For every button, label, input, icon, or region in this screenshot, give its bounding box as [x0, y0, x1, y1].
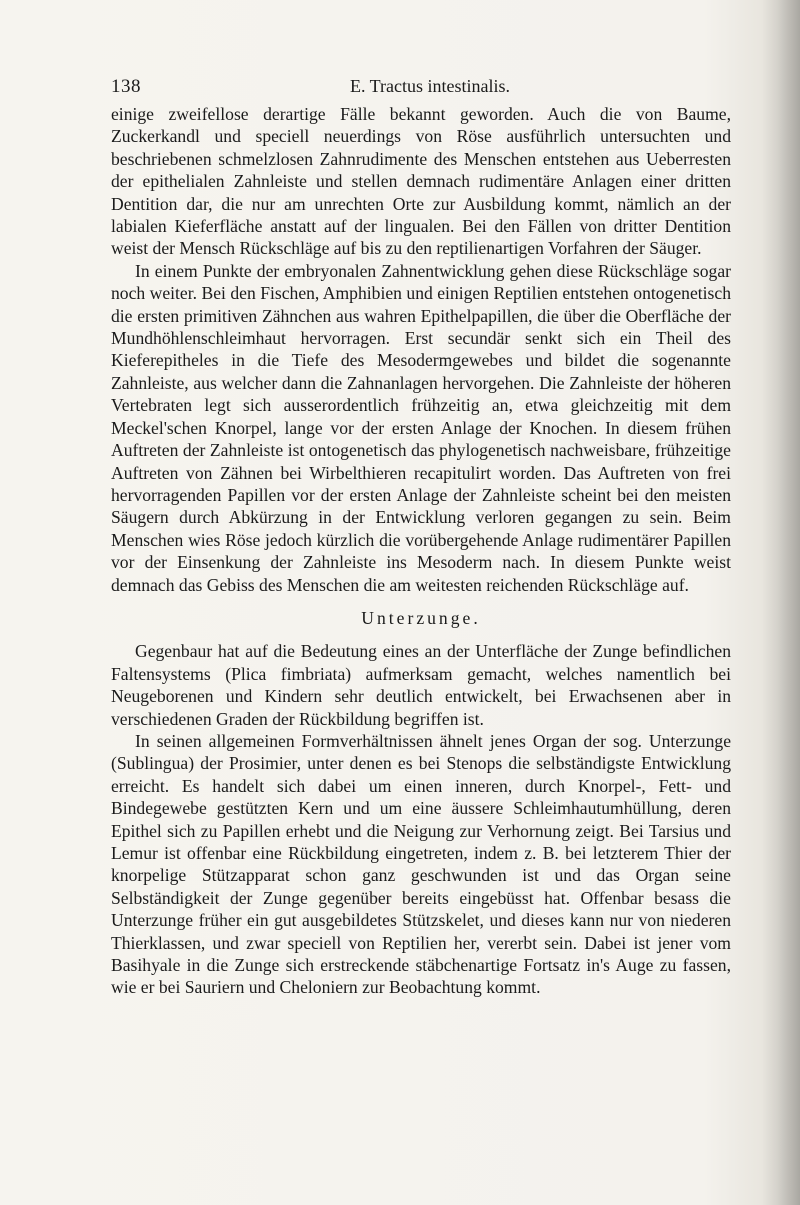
running-title: E. Tractus intestinalis.	[349, 76, 510, 96]
paragraph-3: Gegenbaur hat auf die Bedeutung eines an der Unterfläche der Zunge befindlichen Faltensystems (Plica fimbriata) aufmerksam gemacht, welches namentlich bei Neugeborenen und Kindern sehr deutlich entwickelt, bei Erwachsenen aber in verschiedenen Graden der Rückbildung begriffen ist.	[111, 641, 731, 729]
section-heading: Unterzunge.	[361, 607, 481, 628]
page-edge-shadow	[762, 0, 800, 1205]
paragraph-1: einige zweifellose derartige Fälle bekannt geworden. Auch die von Baume, Zuckerkandl und speciell neuerdings von Röse ausführlich untersuchten und beschriebenen schmelzlosen Zahnrudimente des Menschen entstehen aus Ueberresten der epithelialen Zahnleiste und stellen demnach rudimentäre Anlagen einer dritten Dentition dar, die nur am unrechten Orte zur Ausbildung kommt, nämlich an der labialen Kieferfläche anstatt auf der lingualen. Bei den Fällen von dritter Dentition weist der Mensch Rückschläge auf bis zu den reptilienartigen Vorfahren der Säuger.	[111, 104, 731, 259]
paragraph-4: In seinen allgemeinen Formverhältnissen ähnelt jenes Organ der sog. Unterzunge (Sublingua) der Prosimier, unter denen es bei Stenops die selbständigste Entwicklung erreicht. Es handelt sich dabei um einen inneren, durch Knorpel-, Fett- und Bindegewebe gestützten Kern und um eine äussere Schleimhautumhüllung, deren Epithel sich zu Papillen erhebt und die Neigung zur Verhornung zeigt. Bei Tarsius und Lemur ist offenbar eine Rückbildung eingetreten, indem z. B. bei letzterem Thier der knorpelige Stützapparat schon ganz geschwunden ist und das Organ seine Selbständigkeit der Zunge gegenüber bereits eingebüsst hat. Offenbar besass die Unterzunge früher ein gut ausgebildetes Stützskelet, und dieses kann nur von niederen Thierklassen, und zwar speciell von Reptilien her, vererbt sein. Dabei ist jener vom Basihyale in die Zunge sich erstreckende stäbchenartige Fortsatz in's Auge zu fassen, wie er bei Sauriern und Cheloniern zur Beobachtung kommt.	[111, 730, 731, 998]
body-text	[111, 103, 731, 999]
paragraph-2: In einem Punkte der embryonalen Zahnentwicklung gehen diese Rückschläge sogar noch weiter. Bei den Fischen, Amphibien und einigen Reptilien entstehen ontogenetisch die ersten primitiven Zähnchen aus wahren Epithelpapillen, die über die Oberfläche der Mundhöhlenschleimhaut hervorragen. Erst secundär senkt sich ein Theil des Kieferepitheles in die Tiefe des Mesodermgewebes und bildet die sogenannte Zahnleiste, aus welcher dann die Zahnanlagen hervorgehen. Die Zahnleiste der höheren Vertebraten legt sich ausserordentlich frühzeitig an, etwa gleichzeitig mit dem Meckel'schen Knorpel, lange vor der ersten Anlage der Knochen. In diesem frühen Auftreten der Zahnleiste ist ontogenetisch das phylogenetisch nachweisbare, frühzeitige Auftreten von Zähnen bei Wirbelthieren recapitulirt worden. Das Auftreten von frei hervorragenden Papillen vor der ersten Anlage der Zahnleiste scheint bei den meisten Säugern durch Abkürzung in der Entwicklung verloren gegangen zu sein. Beim Menschen wies Röse jedoch kürzlich die vorübergehende Anlage rudimentärer Papillen vor der Einsenkung der Zahnleiste ins Mesoderm nach. In diesem Punkte weist demnach das Gebiss des Menschen die am weitesten reichenden Rückschläge auf.	[111, 260, 731, 595]
page-number: 138	[111, 76, 141, 97]
